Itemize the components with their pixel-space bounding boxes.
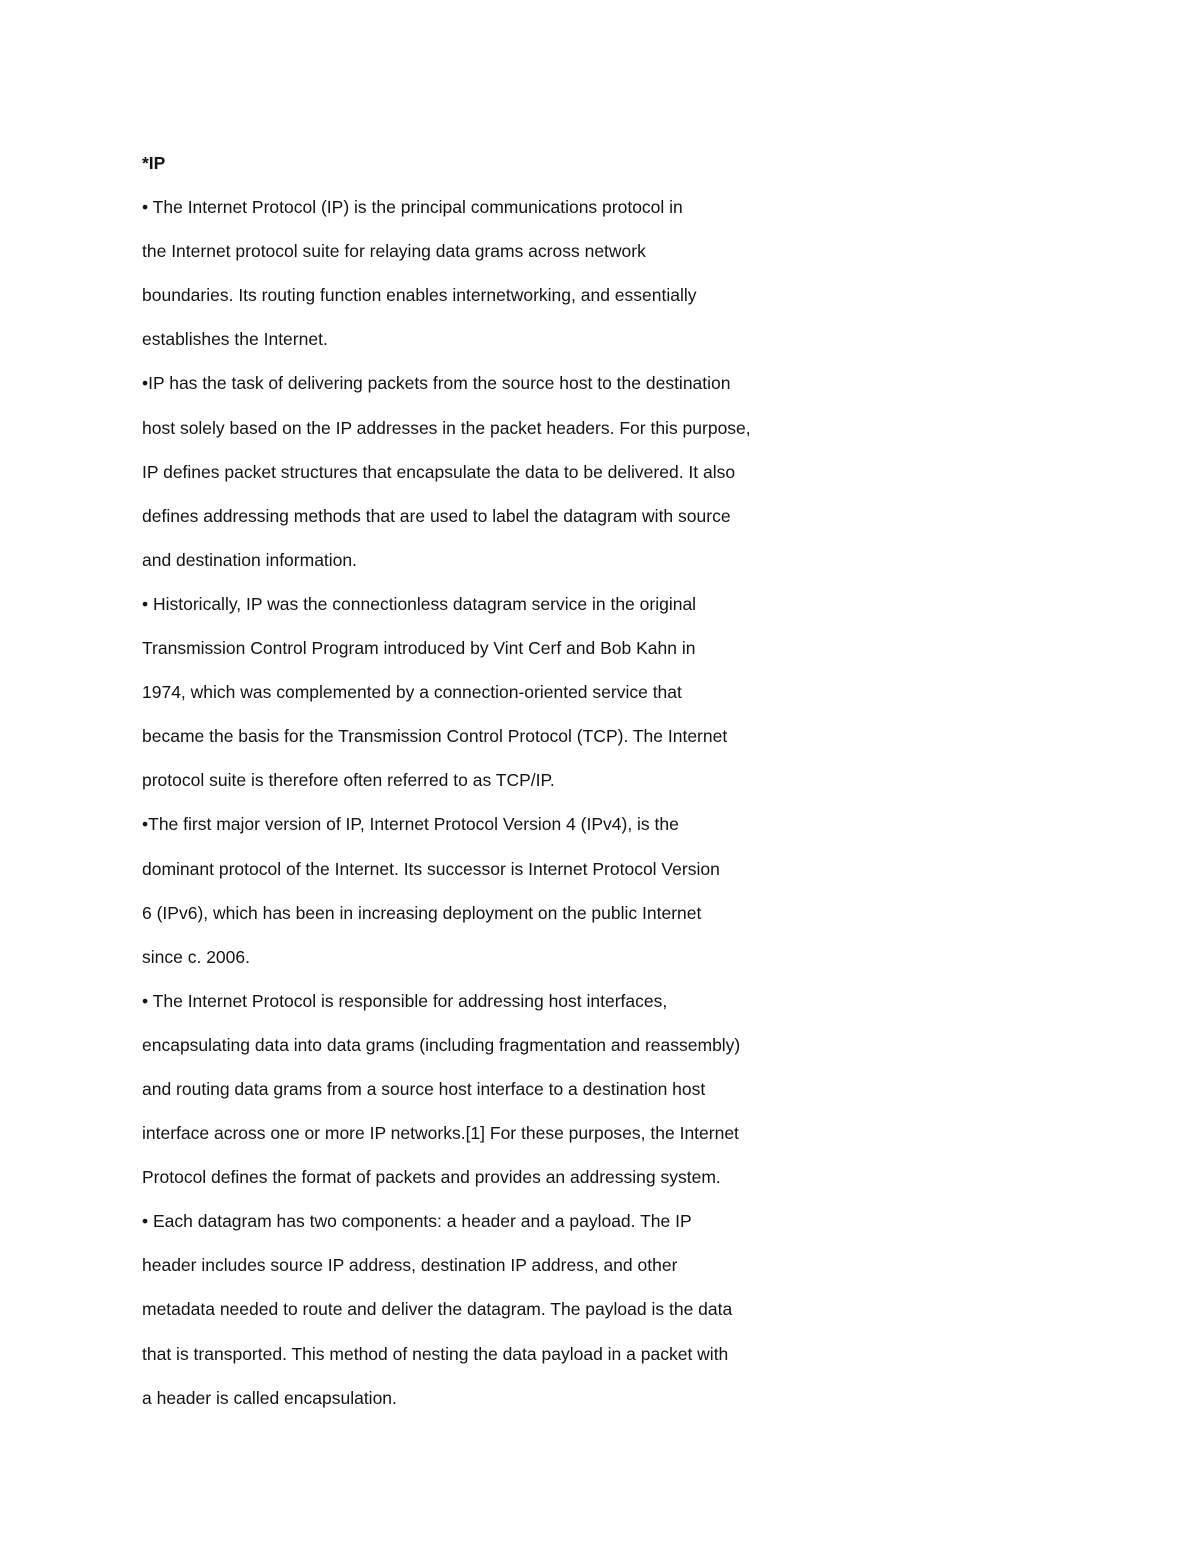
- text-line: host solely based on the IP addresses in the packet headers. For this purpose,: [142, 417, 751, 438]
- text-line: •The first major version of IP, Internet Protocol Version 4 (IPv4), is the: [142, 814, 679, 835]
- text-line: establishes the Internet.: [142, 329, 328, 350]
- text-line: since c. 2006.: [142, 946, 250, 967]
- text-line: •IP has the task of delivering packets from the source host to the destination: [142, 373, 731, 394]
- text-line: encapsulating data into data grams (including fragmentation and reassembly): [142, 1034, 741, 1055]
- text-line: that is transported. This method of nesting the data payload in a packet with: [142, 1343, 729, 1364]
- text-line: interface across one or more IP networks.[1] For these purposes, the Internet: [142, 1123, 739, 1144]
- document-body: [142, 141, 842, 1420]
- text-line: the Internet protocol suite for relaying data grams across network: [142, 241, 646, 262]
- text-line: Transmission Control Program introduced by Vint Cerf and Bob Kahn in: [142, 638, 696, 659]
- text-line: • The Internet Protocol is responsible for addressing host interfaces,: [142, 990, 668, 1011]
- text-line: • Historically, IP was the connectionless datagram service in the original: [142, 593, 697, 614]
- text-line: defines addressing methods that are used to label the datagram with source: [142, 505, 731, 526]
- text-line: became the basis for the Transmission Control Protocol (TCP). The Internet: [142, 726, 728, 747]
- text-line: 6 (IPv6), which has been in increasing deployment on the public Internet: [142, 902, 702, 923]
- text-line: a header is called encapsulation.: [142, 1387, 397, 1408]
- text-line: Protocol defines the format of packets and provides an addressing system.: [142, 1167, 721, 1188]
- text-line: metadata needed to route and deliver the datagram. The payload is the data: [142, 1299, 733, 1320]
- document-heading: *IP: [142, 153, 166, 173]
- text-line: and routing data grams from a source host interface to a destination host: [142, 1078, 706, 1099]
- text-line: dominant protocol of the Internet. Its successor is Internet Protocol Version: [142, 858, 720, 879]
- text-line: • Each datagram has two components: a header and a payload. The IP: [142, 1211, 692, 1232]
- text-line: 1974, which was complemented by a connection-oriented service that: [142, 682, 682, 703]
- text-line: • The Internet Protocol (IP) is the principal communications protocol in: [142, 197, 683, 218]
- text-line: and destination information.: [142, 549, 357, 570]
- text-line: protocol suite is therefore often referred to as TCP/IP.: [142, 770, 555, 791]
- text-line: IP defines packet structures that encapsulate the data to be delivered. It also: [142, 461, 736, 482]
- text-line: header includes source IP address, destination IP address, and other: [142, 1255, 678, 1276]
- text-line: boundaries. Its routing function enables internetworking, and essentially: [142, 285, 697, 306]
